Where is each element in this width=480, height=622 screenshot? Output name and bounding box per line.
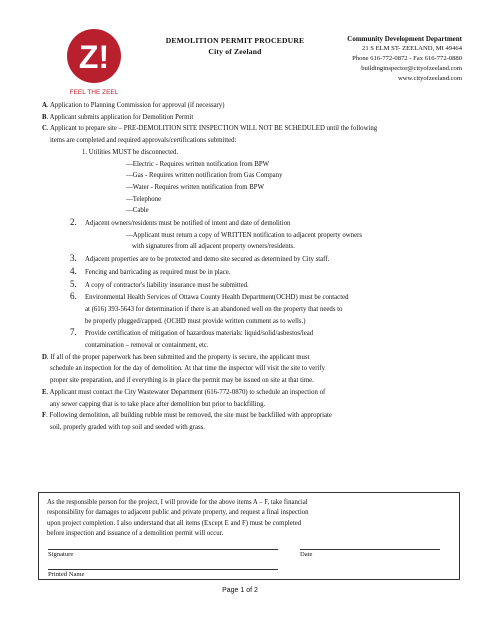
utilities-heading: 1. Utilities MUST be disconnected. <box>82 148 179 156</box>
procedure-body <box>42 100 466 434</box>
signature-label: Signature <box>48 551 74 558</box>
item-f-cont: soil, properly graded with top soil and seeded with grass. <box>50 423 205 431</box>
utility-item: —Telephone <box>126 195 162 203</box>
date-line[interactable] <box>300 549 440 550</box>
item-2: 2. Adjacent owners/residents must be notified of intent and date of demolition <box>70 217 291 228</box>
item-2-sub: —Applicant must return a copy of WRITTEN notification to adjacent property owners <box>126 231 362 239</box>
statement-line: before inspection and issuance of a demolition permit will occur. <box>47 530 224 538</box>
printed-name-line[interactable] <box>48 569 278 570</box>
city-logo <box>64 28 124 98</box>
item-c: C. Applicant to prepare site – PRE-DEMOLITION SITE INSPECTION WILL NOT BE SCHEDULED until the following <box>42 125 378 133</box>
item-6-cont: at (616) 393-5643 for determination if there is an abandoned well on the property that needs to <box>85 305 343 313</box>
item-b: B. Applicant submits application for Demolition Permit <box>42 113 194 121</box>
document-title: DEMOLITION PERMIT PROCEDURE <box>165 36 305 45</box>
item-f: F. Following demolition, all building rubble must be removed, the site must be backfilled with appropriate <box>42 412 332 420</box>
document-subtitle: City of Zeeland <box>208 47 262 56</box>
utility-item: —Water - Requires written notification from BPW <box>126 183 264 191</box>
zeeland-logo-icon <box>64 28 124 98</box>
logo-tagline: FEEL THE ZEEL <box>69 89 119 96</box>
document-header <box>150 35 320 57</box>
item-e: E. Applicant must contact the City Wastewater Department (616-772-0870) to schedule an inspection of <box>42 388 326 396</box>
department-address: 21 S ELM ST- ZEELAND, MI 49464 <box>362 45 462 52</box>
department-contact <box>347 34 462 84</box>
department-phone: Phone 616-772-0872 - Fax 616-772-0880 <box>352 55 462 62</box>
responsibility-statement-box <box>38 492 460 580</box>
item-d: D. If all of the proper paperwork has been submitted and the property is secure, the applicant must <box>42 353 310 361</box>
item-4: 4. Fencing and barricading as required must be in place. <box>70 265 231 276</box>
item-6-cont: be properly plugged/capped. (OCHD must provide written comment as to wells.) <box>85 317 306 325</box>
logo-mark: Z! <box>78 39 110 75</box>
date-label: Date <box>300 551 313 558</box>
statement-line: responsibility for damages to adjacent public and private property, and request a final inspection <box>47 509 309 517</box>
item-d-cont: proper site preparation, and if everything is in place the permit may be issued on site at that time. <box>50 377 314 385</box>
utility-item: —Electric - Requires written notification from BPW <box>126 160 270 168</box>
department-email[interactable]: buildinginspector@cityofzeeland.com <box>361 65 462 72</box>
department-website[interactable]: www.cityofzeeland.com <box>397 75 462 82</box>
statement-line: As the responsible person for the project, I will provide for the above items A – F, take financial <box>47 499 308 506</box>
item-3: 3. Adjacent properties are to be protected and demo site secured as determined by City staff. <box>70 253 330 264</box>
item-7-cont: contamination – removal or containment, etc. <box>85 342 209 350</box>
utility-item: —Gas - Requires written notification from Gas Company <box>126 172 283 180</box>
item-d-cont: schedule an inspection for the day of demolition. At that time the inspector will visit the site to verify <box>50 365 326 373</box>
item-e-cont: any sewer capping that is to take place after demolition but prior to backfilling. <box>50 400 266 408</box>
department-name: Community Development Department <box>347 35 462 43</box>
utility-item: —Cable <box>126 207 149 215</box>
page-number: Page 1 of 2 <box>222 587 258 594</box>
statement-line: upon project completion. I also understand that all items (Except E and F) must be completed <box>47 519 302 527</box>
printed-name-label: Printed Name <box>48 571 85 578</box>
item-5: 5. A copy of contractor's liability insurance must be submitted. <box>70 278 249 289</box>
signature-line[interactable] <box>48 549 278 550</box>
item-c-cont: items are completed and required approvals/certifications submitted: <box>50 137 237 145</box>
item-7: 7. Provide certification of mitigation of hazardous materials: liquid/solid/asbestos/lead <box>70 327 314 338</box>
item-2-sub-cont: with signatures from all adjacent property owners/residents. <box>132 243 295 251</box>
item-a: A. Application to Planning Commission for approval (if necessary) <box>42 102 225 109</box>
item-6: 6. Environmental Health Services of Ottawa County Health Department(OCHD) must be contacted <box>70 291 349 302</box>
